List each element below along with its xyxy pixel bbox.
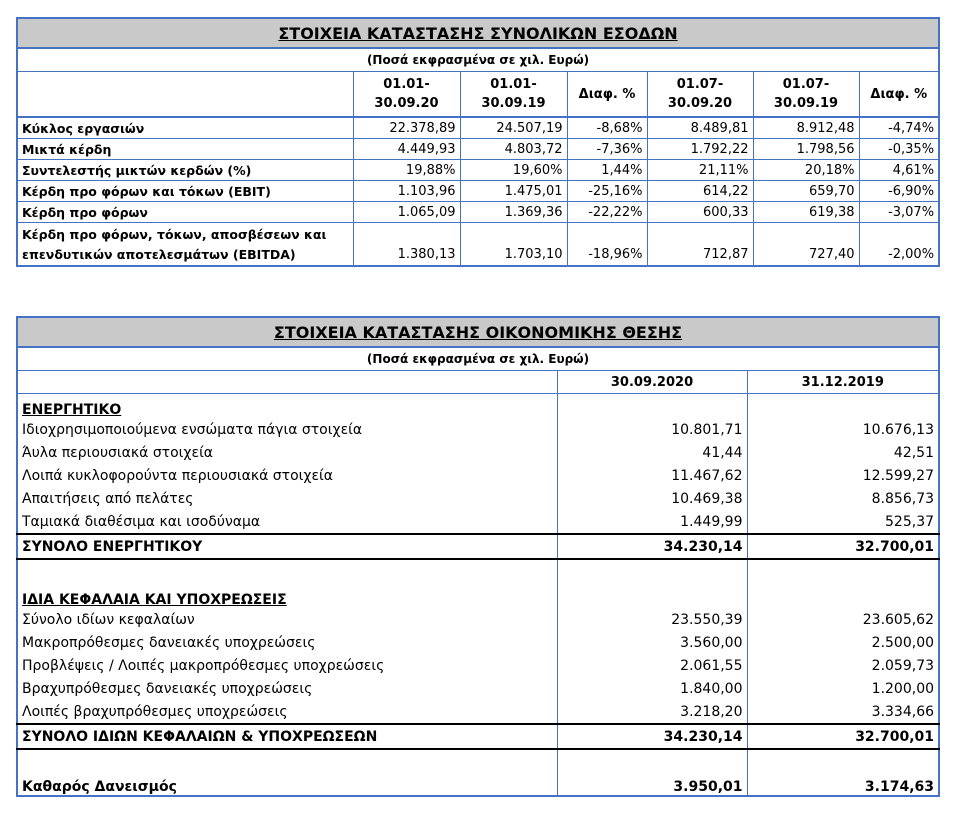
total-row — [17, 534, 939, 559]
value-cell: 4,61% — [859, 160, 939, 181]
row-label: Απαιτήσεις από πελάτες — [17, 487, 557, 510]
value-cell: 10.676,13 — [747, 418, 939, 441]
empty-cell — [557, 749, 747, 767]
total-value: 32.700,01 — [747, 534, 939, 559]
row-label: Κέρδη προ φόρων, τόκων, αποσβέσεων και επενδυτικών αποτελεσμάτων (EBITDA) — [17, 223, 353, 267]
balance-header-blank — [17, 371, 557, 394]
row-label: Συντελεστής μικτών κερδών (%) — [17, 160, 353, 181]
value-cell: 1.792,22 — [647, 139, 753, 160]
value-cell: 12.599,27 — [747, 464, 939, 487]
table-row — [17, 181, 939, 202]
net-debt-value: 3.174,63 — [747, 767, 939, 796]
value-cell: 2.061,55 — [557, 654, 747, 677]
income-header-cell: 01.01- 30.09.20 — [353, 72, 460, 118]
spacer-row — [17, 559, 939, 584]
row-label: Ταμιακά διαθέσιμα και ισοδύναμα — [17, 510, 557, 534]
total-value: 32.700,01 — [747, 724, 939, 749]
empty-cell — [557, 559, 747, 584]
value-cell: 23.605,62 — [747, 608, 939, 631]
table-row — [17, 139, 939, 160]
value-cell: 19,60% — [460, 160, 567, 181]
value-cell: -18,96% — [567, 223, 647, 267]
value-cell: 614,22 — [647, 181, 753, 202]
section-row — [17, 394, 939, 419]
total-value: 34.230,14 — [557, 724, 747, 749]
empty-cell — [557, 394, 747, 419]
table-row — [17, 160, 939, 181]
value-cell: 1,44% — [567, 160, 647, 181]
value-cell: -8,68% — [567, 117, 647, 139]
row-label: Βραχυπρόθεσμες δανειακές υποχρεώσεις — [17, 677, 557, 700]
value-cell: -25,16% — [567, 181, 647, 202]
value-cell: 712,87 — [647, 223, 753, 267]
value-cell: 1.380,13 — [353, 223, 460, 267]
value-cell: 1.200,00 — [747, 677, 939, 700]
value-cell: 1.065,09 — [353, 202, 460, 223]
value-cell: 727,40 — [753, 223, 859, 267]
table-row — [17, 418, 939, 441]
net-debt-row — [17, 767, 939, 796]
row-label: Ιδιοχρησιμοποιούμενα ενσώματα πάγια στοιχεία — [17, 418, 557, 441]
value-cell: -22,22% — [567, 202, 647, 223]
value-cell: 1.703,10 — [460, 223, 567, 267]
section-row — [17, 584, 939, 608]
income-header-row — [17, 72, 939, 118]
section-heading: ΙΔΙΑ ΚΕΦΑΛΑΙΑ ΚΑΙ ΥΠΟΧΡΕΩΣΕΙΣ — [17, 584, 557, 608]
total-label: ΣΥΝΟΛΟ ΕΝΕΡΓΗΤΙΚΟΥ — [17, 534, 557, 559]
empty-cell — [557, 584, 747, 608]
value-cell: 2.059,73 — [747, 654, 939, 677]
value-cell: 10.801,71 — [557, 418, 747, 441]
total-label: ΣΥΝΟΛΟ ΙΔΙΩΝ ΚΕΦΑΛΑΙΩΝ & ΥΠΟΧΡΕΩΣΕΩΝ — [17, 724, 557, 749]
value-cell: -3,07% — [859, 202, 939, 223]
table-row — [17, 700, 939, 724]
value-cell: -0,35% — [859, 139, 939, 160]
balance-header-cell: 31.12.2019 — [747, 371, 939, 394]
income-title: ΣΤΟΙΧΕΙΑ ΚΑΤΑΣΤΑΣΗΣ ΣΥΝΟΛΙΚΩΝ ΕΣΟΔΩΝ — [17, 18, 939, 48]
value-cell: 8.912,48 — [753, 117, 859, 139]
value-cell: 11.467,62 — [557, 464, 747, 487]
total-row — [17, 724, 939, 749]
income-header-cell: 01.01- 30.09.19 — [460, 72, 567, 118]
row-label: Κέρδη προ φόρων και τόκων (EBIT) — [17, 181, 353, 202]
row-label: Λοιπές βραχυπρόθεσμες υποχρεώσεις — [17, 700, 557, 724]
section-heading: ΕΝΕΡΓΗΤΙΚΟ — [17, 394, 557, 419]
row-label: Μικτά κέρδη — [17, 139, 353, 160]
income-header-blank — [17, 72, 353, 118]
value-cell: 3.334,66 — [747, 700, 939, 724]
value-cell: 19,88% — [353, 160, 460, 181]
spacer-row — [17, 749, 939, 767]
net-debt-value: 3.950,01 — [557, 767, 747, 796]
row-label: Λοιπά κυκλοφορούντα περιουσιακά στοιχεία — [17, 464, 557, 487]
net-debt-label: Καθαρός Δανεισμός — [17, 767, 557, 796]
empty-cell — [17, 749, 557, 767]
value-cell: 1.475,01 — [460, 181, 567, 202]
value-cell: 21,11% — [647, 160, 753, 181]
row-label: Προβλέψεις / Λοιπές μακροπρόθεσμες υποχρεώσεις — [17, 654, 557, 677]
row-label: Μακροπρόθεσμες δανειακές υποχρεώσεις — [17, 631, 557, 654]
table-row — [17, 464, 939, 487]
value-cell: -2,00% — [859, 223, 939, 267]
table-row — [17, 441, 939, 464]
row-label: Κέρδη προ φόρων — [17, 202, 353, 223]
empty-cell — [747, 584, 939, 608]
value-cell: 22.378,89 — [353, 117, 460, 139]
value-cell: 42,51 — [747, 441, 939, 464]
value-cell: 525,37 — [747, 510, 939, 534]
value-cell: 2.500,00 — [747, 631, 939, 654]
income-header-cell: 01.07- 30.09.20 — [647, 72, 753, 118]
balance-header-cell: 30.09.2020 — [557, 371, 747, 394]
value-cell: 1.840,00 — [557, 677, 747, 700]
table-row — [17, 223, 939, 267]
value-cell: 1.103,96 — [353, 181, 460, 202]
value-cell: 3.218,20 — [557, 700, 747, 724]
table-row — [17, 631, 939, 654]
balance-title: ΣΤΟΙΧΕΙΑ ΚΑΤΑΣΤΑΣΗΣ ΟΙΚΟΝΟΜΙΚΗΣ ΘΕΣΗΣ — [17, 317, 939, 347]
empty-cell — [747, 394, 939, 419]
row-label: Κύκλος εργασιών — [17, 117, 353, 139]
table-row — [17, 654, 939, 677]
balance-subtitle: (Ποσά εκφρασμένα σε χιλ. Ευρώ) — [17, 347, 939, 371]
value-cell: 600,33 — [647, 202, 753, 223]
value-cell: 24.507,19 — [460, 117, 567, 139]
row-label: Σύνολο ιδίων κεφαλαίων — [17, 608, 557, 631]
value-cell: 8.489,81 — [647, 117, 753, 139]
value-cell: 3.560,00 — [557, 631, 747, 654]
income-header-cell: Διαφ. % — [859, 72, 939, 118]
table-row — [17, 487, 939, 510]
value-cell: 1.449,99 — [557, 510, 747, 534]
empty-cell — [747, 559, 939, 584]
value-cell: 659,70 — [753, 181, 859, 202]
value-cell: 20,18% — [753, 160, 859, 181]
value-cell: -4,74% — [859, 117, 939, 139]
value-cell: 41,44 — [557, 441, 747, 464]
total-value: 34.230,14 — [557, 534, 747, 559]
income-header-cell: Διαφ. % — [567, 72, 647, 118]
table-row — [17, 202, 939, 223]
value-cell: 4.803,72 — [460, 139, 567, 160]
table-row — [17, 608, 939, 631]
empty-cell — [17, 559, 557, 584]
table-row — [17, 510, 939, 534]
income-statement-table — [16, 17, 940, 267]
value-cell: 1.798,56 — [753, 139, 859, 160]
table-row — [17, 677, 939, 700]
income-subtitle: (Ποσά εκφρασμένα σε χιλ. Ευρώ) — [17, 48, 939, 72]
row-label: Άυλα περιουσιακά στοιχεία — [17, 441, 557, 464]
value-cell: 23.550,39 — [557, 608, 747, 631]
value-cell: 619,38 — [753, 202, 859, 223]
value-cell: 10.469,38 — [557, 487, 747, 510]
balance-header-row — [17, 371, 939, 394]
income-header-cell: 01.07- 30.09.19 — [753, 72, 859, 118]
value-cell: 1.369,36 — [460, 202, 567, 223]
table-row — [17, 117, 939, 139]
value-cell: 8.856,73 — [747, 487, 939, 510]
value-cell: 4.449,93 — [353, 139, 460, 160]
value-cell: -6,90% — [859, 181, 939, 202]
empty-cell — [747, 749, 939, 767]
value-cell: -7,36% — [567, 139, 647, 160]
financial-position-table — [16, 316, 940, 797]
